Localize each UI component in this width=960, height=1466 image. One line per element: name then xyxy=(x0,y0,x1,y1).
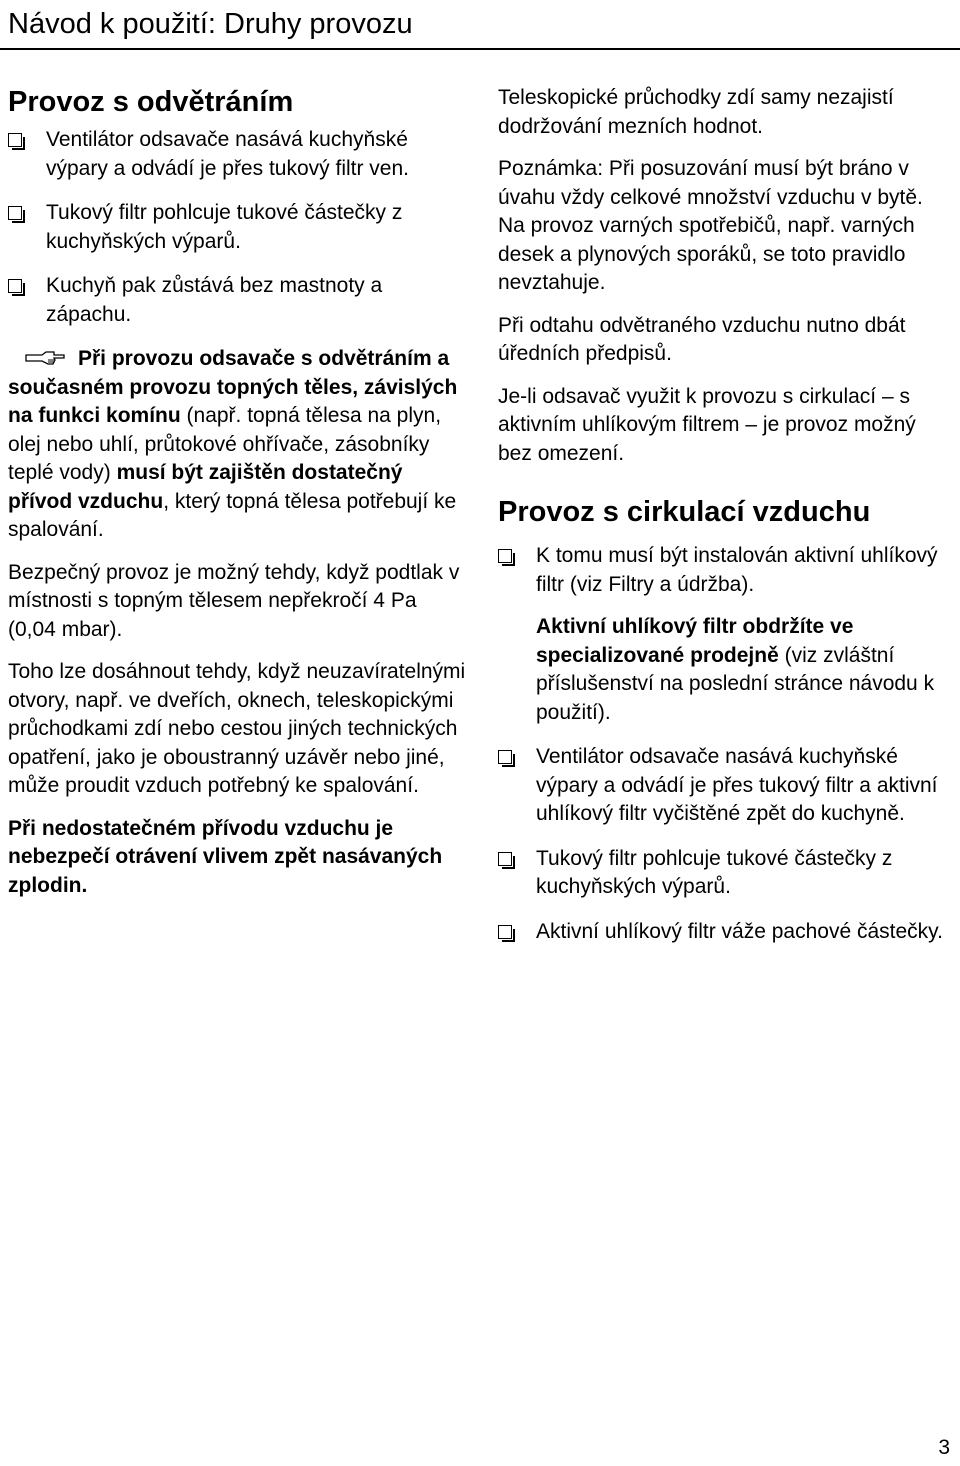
ventilation-list xyxy=(8,126,466,329)
list-item xyxy=(498,743,953,829)
list-item-text: Tukový filtr pohlcuje tukové částečky z kuchyňských výparů. xyxy=(536,846,893,898)
paragraph: Toho lze dosáhnout tehdy, když neuzavíratelnými otvory, např. ve dveřích, oknech, teleskopickými průchodkami zdí nebo cestou jiných technických opatření, jako je oboustranný uzávěr nebo jiné, může proudit vzduch potřebný ke spalování. xyxy=(8,660,466,797)
safety-note xyxy=(8,345,466,545)
checkbox-bullet-icon xyxy=(8,279,22,293)
list-item xyxy=(498,542,953,599)
circulation-list-2 xyxy=(498,743,953,946)
list-item xyxy=(8,126,466,183)
list-item xyxy=(8,199,466,256)
pointing-hand-icon xyxy=(24,349,66,367)
section-heading-ventilation: Provoz s odvětráním xyxy=(8,86,294,118)
list-item-text: Tukový filtr pohlcuje tukové částečky z kuchyňských výparů. xyxy=(46,201,403,253)
checkbox-bullet-icon xyxy=(8,133,22,147)
list-item xyxy=(498,918,953,947)
checkbox-bullet-icon xyxy=(498,852,512,866)
section-heading-circulation: Provoz s cirkulací vzduchu xyxy=(498,496,871,528)
left-column xyxy=(8,84,466,914)
paragraph: Je-li odsavač využit k provozu s cirkulací – s aktivním uhlíkovým filtrem – je provoz možný bez omezení. xyxy=(498,384,916,465)
page-title: Návod k použití: Druhy provozu xyxy=(8,8,413,40)
list-item xyxy=(498,845,953,902)
checkbox-bullet-icon xyxy=(498,925,512,939)
note-bold-text-2: musí být zajištěn dostatečný přívod vzduchu xyxy=(8,461,403,513)
list-item-text: K tomu musí být instalován aktivní uhlíkový filtr (viz Filtry a údržba). xyxy=(536,544,938,596)
paragraph: Teleskopické průchodky zdí samy nezajistí dodržování mezních hodnot. xyxy=(498,86,894,138)
right-column xyxy=(498,84,953,962)
page-header xyxy=(0,0,960,50)
checkbox-bullet-icon xyxy=(8,206,22,220)
filter-note-bold: Aktivní uhlíkový filtr obdržíte ve specializované prodejně xyxy=(536,615,854,667)
circulation-list xyxy=(498,542,953,599)
list-item-text: Ventilátor odsavače nasává kuchyňské výpary a odvádí je přes tukový filtr a aktivní uhlíkový filtr vyčištěné zpět do kuchyně. xyxy=(536,745,938,825)
warning-text: Při nedostatečném přívodu vzduchu je nebezpečí otrávení vlivem zpět nasávaných zplodin. xyxy=(8,816,443,897)
paragraph: Při odtahu odvětraného vzduchu nutno dbát úředních předpisů. xyxy=(498,313,906,365)
filter-note-text: (viz zvláštní příslušenství na poslední stránce návodu k použití). xyxy=(536,643,935,724)
paragraph: Poznámka: Při posuzování musí být bráno v úvahu vždy celkové množství vzduchu v bytě. Na provoz varných spotřebičů, např. varných desek a plynových sporáků, se toto pravidlo nevztahuje. xyxy=(498,157,923,294)
note-bold-text: Při provozu odsavače s odvětráním a současném provozu topných těles, závislých na funkci komínu xyxy=(8,347,458,427)
page-number: 3 xyxy=(938,1436,950,1459)
checkbox-bullet-icon xyxy=(498,549,512,563)
list-item xyxy=(8,272,466,329)
note-text: (např. topná tělesa na plyn, olej nebo uhlí, průtokové ohřívače, zásobníky teplé vody) xyxy=(8,404,442,484)
list-item-text: Aktivní uhlíkový filtr váže pachové částečky. xyxy=(536,919,943,943)
note-end-text: , který topná tělesa potřebují ke spalování. xyxy=(8,489,457,541)
list-item-text: Ventilátor odsavače nasává kuchyňské výpary a odvádí je přes tukový filtr ven. xyxy=(46,128,409,180)
checkbox-bullet-icon xyxy=(498,750,512,764)
paragraph: Bezpečný provoz je možný tehdy, když podtlak v místnosti s topným tělesem nepřekročí 4 Pa (0,04 mbar). xyxy=(8,560,460,641)
filter-note xyxy=(498,613,953,727)
list-item-text: Kuchyň pak zůstává bez mastnoty a zápachu. xyxy=(46,274,383,326)
